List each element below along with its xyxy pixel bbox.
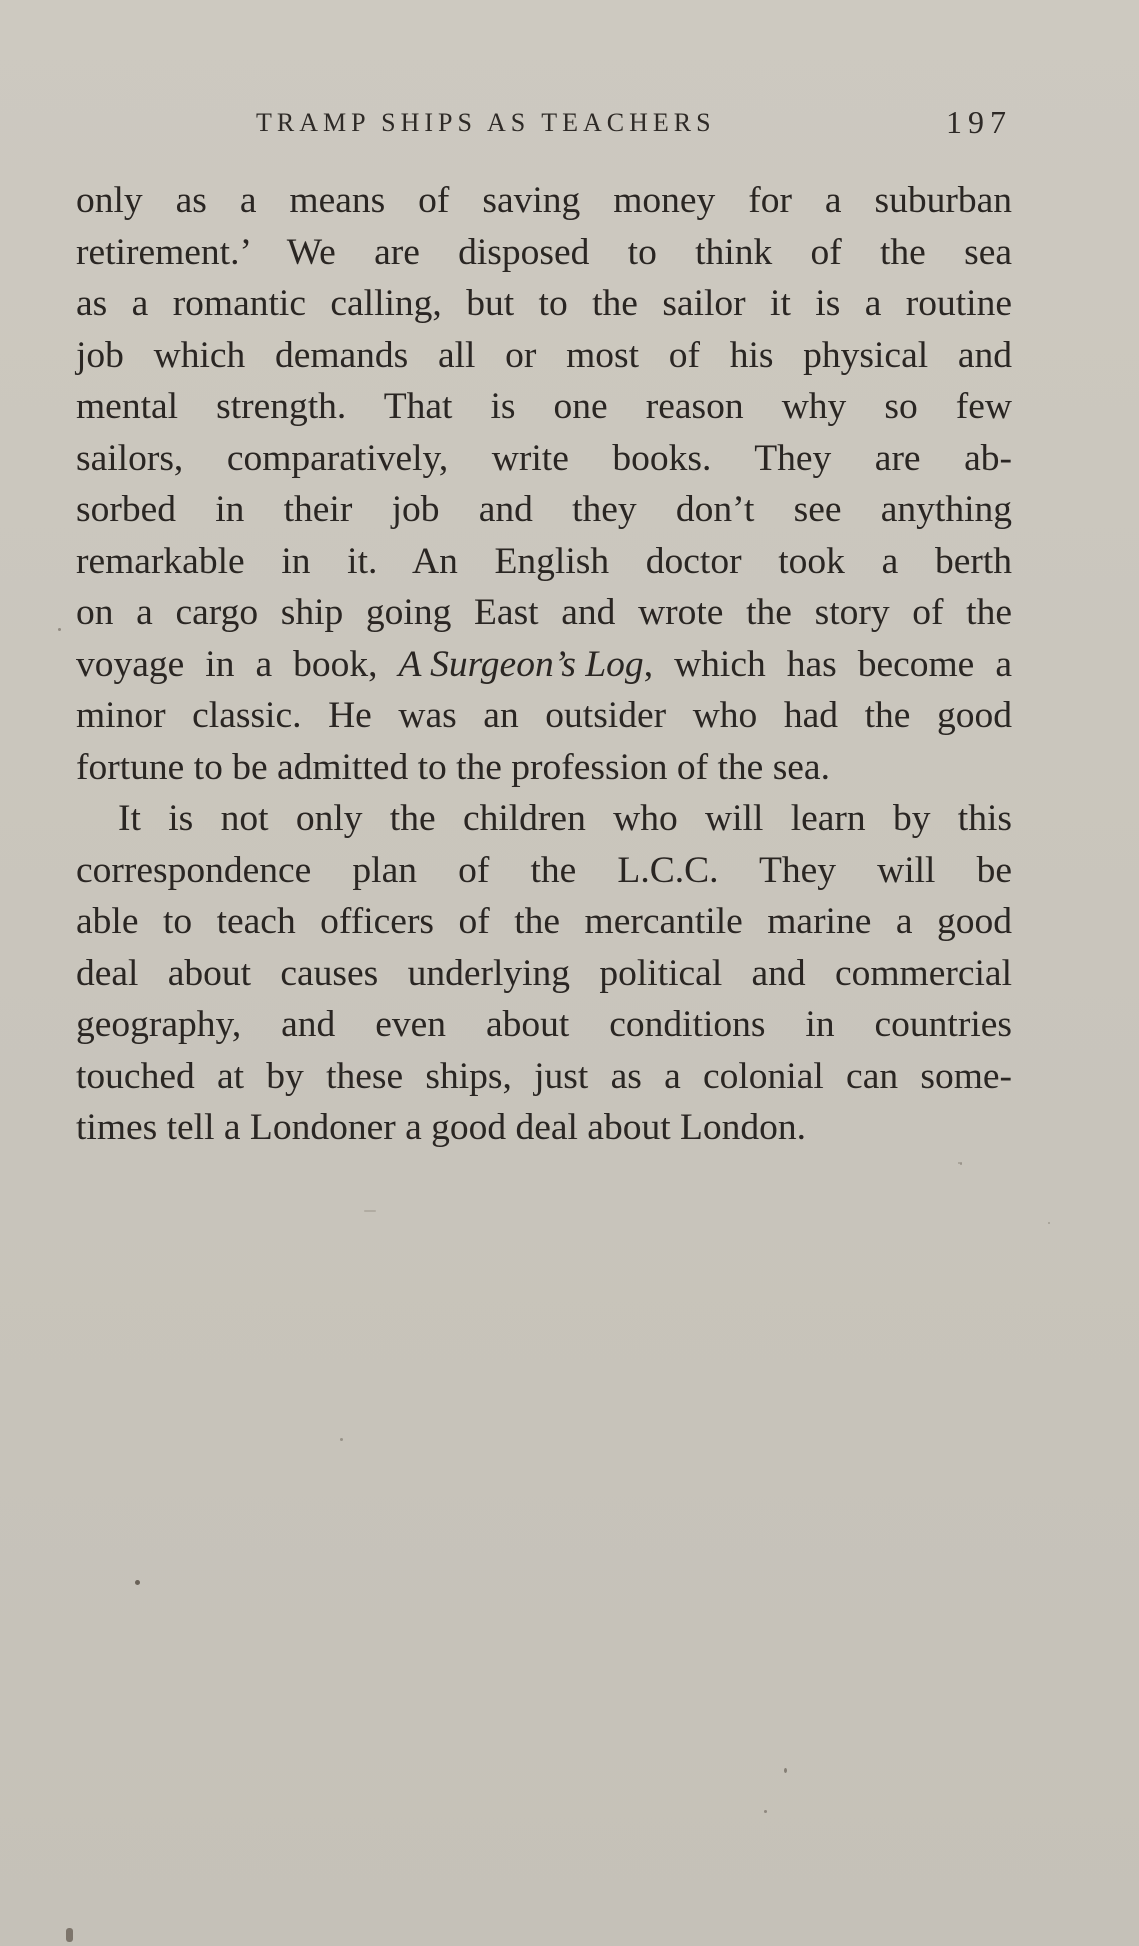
- text-line: minor classic. He was an outsider who had the good: [76, 695, 1012, 736]
- paper-speck: [1048, 1222, 1050, 1224]
- line-word: which: [674, 643, 766, 685]
- line-word: a: [255, 643, 273, 685]
- text-line-with-book-title: [76, 639, 1012, 691]
- page-number: 197: [946, 104, 1012, 140]
- book-title: A Surgeon’s Log: [398, 643, 644, 685]
- paper-speck: [58, 628, 61, 631]
- text-line: on a cargo ship going East and wrote the story of the: [76, 592, 1012, 633]
- paper-speck: [135, 1580, 140, 1585]
- running-head: [76, 104, 1012, 148]
- paragraph-first-line: It is not only the children who will learn by this: [118, 798, 1012, 839]
- running-title: TRAMP SHIPS AS TEACHERS: [256, 108, 716, 137]
- line-word: become: [857, 643, 975, 685]
- paper-speck: [764, 1810, 767, 1813]
- text-line: job which demands all or most of his physical and: [76, 334, 1012, 376]
- paper-speck: [784, 1768, 787, 1773]
- body-text: [76, 175, 1012, 1154]
- paper-speck: [340, 1438, 343, 1441]
- text-line: fortune to be admitted to the profession of the sea.: [76, 746, 830, 788]
- line-word: voyage: [76, 643, 185, 685]
- text-line: deal about causes underlying political and commercial: [76, 952, 1012, 994]
- text-line: able to teach officers of the mercantile marine a good: [76, 901, 1012, 942]
- text-line: times tell a Londoner a good deal about London.: [76, 1107, 807, 1148]
- text-line: remarkable in it. An English doctor took a berth: [76, 540, 1012, 582]
- text-line: mental strength. That is one reason why so few: [76, 386, 1012, 427]
- line-word: has: [786, 643, 837, 685]
- text-line: sailors, comparatively, write books. They are ab-: [76, 437, 1012, 479]
- line-word: book,: [293, 643, 378, 685]
- paper-speck: [364, 1210, 376, 1212]
- paper-speck: [66, 1928, 73, 1942]
- line-word: ,: [643, 643, 654, 685]
- book-title-group: [399, 639, 654, 691]
- text-line: touched at by these ships, just as a colonial can some-: [76, 1055, 1012, 1097]
- text-line: geography, and even about conditions in countries: [76, 1004, 1012, 1045]
- text-line: only as a means of saving money for a suburban: [76, 180, 1012, 221]
- text-line: sorbed in their job and they don’t see anything: [76, 489, 1012, 530]
- text-line: correspondence plan of the L.C.C. They will be: [76, 849, 1012, 891]
- line-word: in: [205, 643, 235, 685]
- paper-speck: [958, 1162, 960, 1164]
- paper-speck: [960, 1162, 962, 1165]
- line-word: a: [995, 643, 1012, 685]
- text-line: retirement.’ We are disposed to think of the sea: [76, 231, 1012, 273]
- text-line: as a romantic calling, but to the sailor it is a routine: [76, 283, 1012, 324]
